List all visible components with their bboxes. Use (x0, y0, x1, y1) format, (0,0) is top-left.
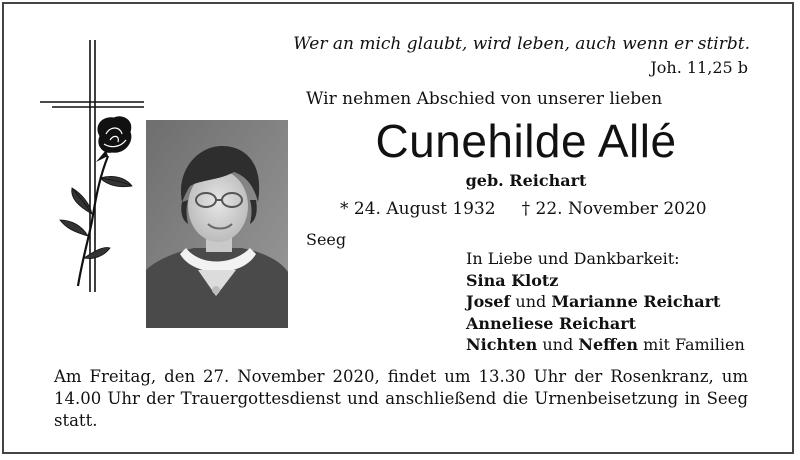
life-dates (340, 199, 707, 219)
bible-quote: Wer an mich glaubt, wird leben, auch wenn er stirbt. (293, 34, 750, 54)
conjunction: und (510, 292, 552, 311)
birth-date: * 24. August 1932 (340, 199, 496, 219)
death-date: † 22. November 2020 (521, 199, 707, 219)
place-of-residence: Seeg (306, 230, 347, 249)
mourner-line (466, 334, 745, 356)
deceased-name: Cunehilde Allé (375, 115, 677, 167)
cross-with-rose-icon (30, 36, 150, 300)
maiden-name: geb. Reichart (465, 171, 587, 190)
mourners-list (466, 248, 745, 356)
verse-reference: Joh. 11,25 b (650, 58, 748, 77)
mourner-name: Neffen (578, 335, 639, 354)
mourner-name: Marianne Reichart (551, 292, 721, 311)
mourners-intro: In Liebe und Dankbarkeit: (466, 249, 680, 268)
service-announcement: Am Freitag, den 27. November 2020, findet um 13.30 Uhr der Rosenkranz, um 14.00 Uhr der Trauergottesdienst und anschließend die Urnenbeisetzung in Seeg statt. (54, 367, 748, 430)
mourner-name: Nichten (466, 335, 538, 354)
mourner-line: Anneliese Reichart (466, 313, 637, 333)
mourner-name: Josef (466, 292, 511, 311)
mourner-line (466, 291, 745, 313)
portrait-photo (146, 120, 288, 328)
conjunction: und (537, 335, 579, 354)
mourner-suffix: mit Familien (638, 335, 745, 354)
mourner-line: Sina Klotz (466, 270, 559, 290)
intro-text: Wir nehmen Abschied von unserer lieben (306, 89, 663, 109)
